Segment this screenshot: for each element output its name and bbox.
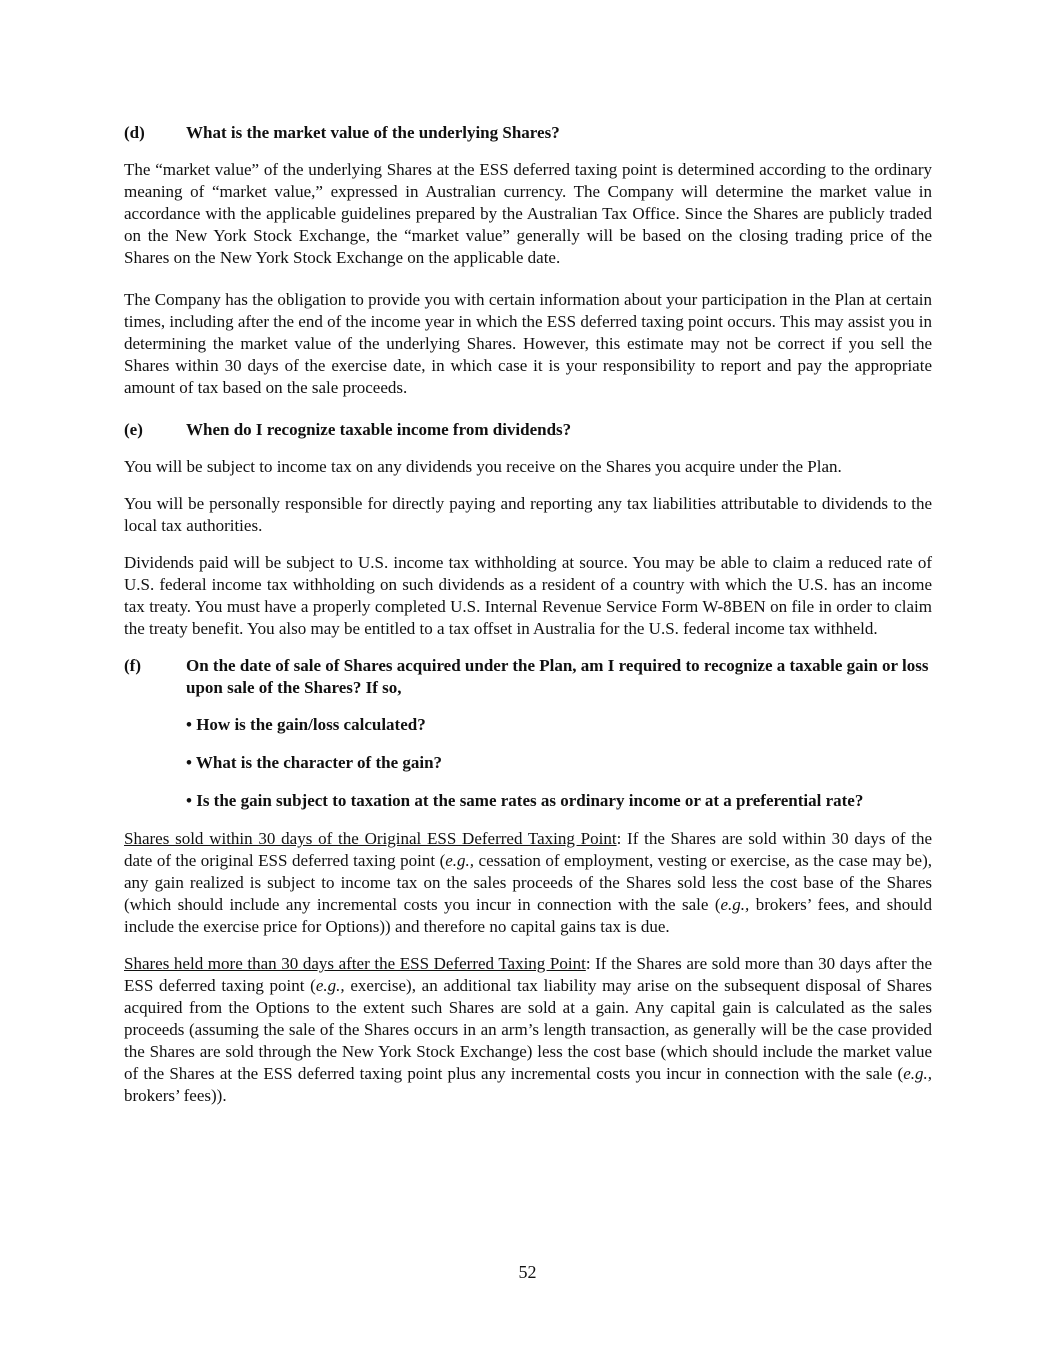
held-more-than-30-days-label: Shares held more than 30 days after the ESS Deferred Taxing Point: [124, 954, 586, 973]
paragraph-text: brokers’ fees)).: [124, 1086, 227, 1105]
paragraph-text: : If the Shares are sold within 30 days of the date of the original ESS deferred taxing point (: [124, 829, 933, 870]
section-f-paragraph-held-more-than-30-days: [124, 953, 932, 1107]
section-f-bullet-list: [186, 714, 932, 812]
paragraph-text: exercise), an additional tax liability may arise on the subsequent disposal of Shares acquired from the Options to the extent such Shares are sold at a gain. Any capital gain is calculated as the sales proceeds (assuming the sale of the Shares occurs in an arm’s length transaction, as generally will be the case provided the Shares are sold through the New York Stock Exchange) less the cost base (which should include the market value of the Shares at the ESS deferred taxing point plus any incremental costs you incur in connection with the sale (: [124, 976, 932, 1083]
section-d-paragraph-2: The Company has the obligation to provide you with certain information about your participation in the Plan at certain times, including after the end of the income year in which the ESS deferred taxing point occurs. This may assist you in determining the market value of the underlying Shares. However, this estimate may not be correct if you sell the Shares within 30 days of the exercise date, in which case it is your responsibility to report and pay the appropriate amount of tax based on the sale proceeds.: [124, 290, 932, 397]
bullet-item: • How is the gain/loss calculated?: [186, 715, 426, 734]
paragraph-text: brokers’ fees, and should include the exercise price for Options)) and therefore no capital gains tax is due.: [124, 895, 932, 936]
eg-italic: e.g.,: [720, 895, 750, 914]
section-e-paragraph-2: You will be personally responsible for directly paying and reporting any tax liabilities attributable to dividends to the local tax authorities.: [124, 494, 932, 535]
section-e-paragraph-3: Dividends paid will be subject to U.S. income tax withholding at source. You may be able to claim a reduced rate of U.S. federal income tax withholding on such dividends as a resident of a country with which the U.S. has an income tax treaty. You must have a properly completed U.S. Internal Revenue Service Form W-8BEN on file in order to claim the treaty benefit. You also may be entitled to a tax offset in Australia for the U.S. federal income tax withheld.: [124, 553, 932, 638]
section-f-number: (f): [124, 656, 141, 675]
eg-italic: e.g.,: [903, 1064, 932, 1083]
section-e-number: (e): [124, 420, 143, 439]
paragraph-text: cessation of employment, vesting or exercise, as the case may be), any gain realized is subject to income tax on the sales proceeds of the Shares sold less the cost base of the Shares (which should include any incremental costs you incur in connection with the sale (: [124, 851, 932, 914]
eg-italic: e.g.,: [315, 976, 345, 995]
document-page: [124, 122, 932, 1122]
section-d-heading: [124, 122, 932, 144]
section-f-paragraph-sold-within-30-days: [124, 828, 932, 938]
paragraph-text: : If the Shares are sold more than 30 days after the ESS deferred taxing point (: [124, 954, 932, 995]
section-e-title: When do I recognize taxable income from dividends?: [186, 420, 572, 439]
section-d-paragraph-1: The “market value” of the underlying Shares at the ESS deferred taxing point is determined according to the ordinary meaning of “market value,” expressed in Australian currency. The Company will determine the market value in accordance with the applicable guidelines prepared by the Australian Tax Office. Since the Shares are publicly traded on the New York Stock Exchange, the “market value” generally will be based on the closing trading price of the Shares on the New York Stock Exchange on the applicable date.: [124, 160, 932, 267]
bullet-item: • Is the gain subject to taxation at the same rates as ordinary income or at a preferential rate?: [186, 791, 864, 810]
section-e-heading: [124, 419, 932, 441]
page-number: 52: [518, 1262, 537, 1282]
section-f-title: On the date of sale of Shares acquired under the Plan, am I required to recognize a taxable gain or loss upon sale of the Shares? If so,: [186, 656, 929, 697]
section-d-title: What is the market value of the underlying Shares?: [186, 123, 560, 142]
sold-within-30-days-label: Shares sold within 30 days of the Original ESS Deferred Taxing Point: [124, 829, 617, 848]
section-e-paragraph-1: You will be subject to income tax on any dividends you receive on the Shares you acquire under the Plan.: [124, 457, 842, 476]
section-f-heading: [124, 655, 932, 699]
bullet-item: • What is the character of the gain?: [186, 753, 443, 772]
eg-italic: e.g.,: [445, 851, 475, 870]
section-d-number: (d): [124, 123, 145, 142]
